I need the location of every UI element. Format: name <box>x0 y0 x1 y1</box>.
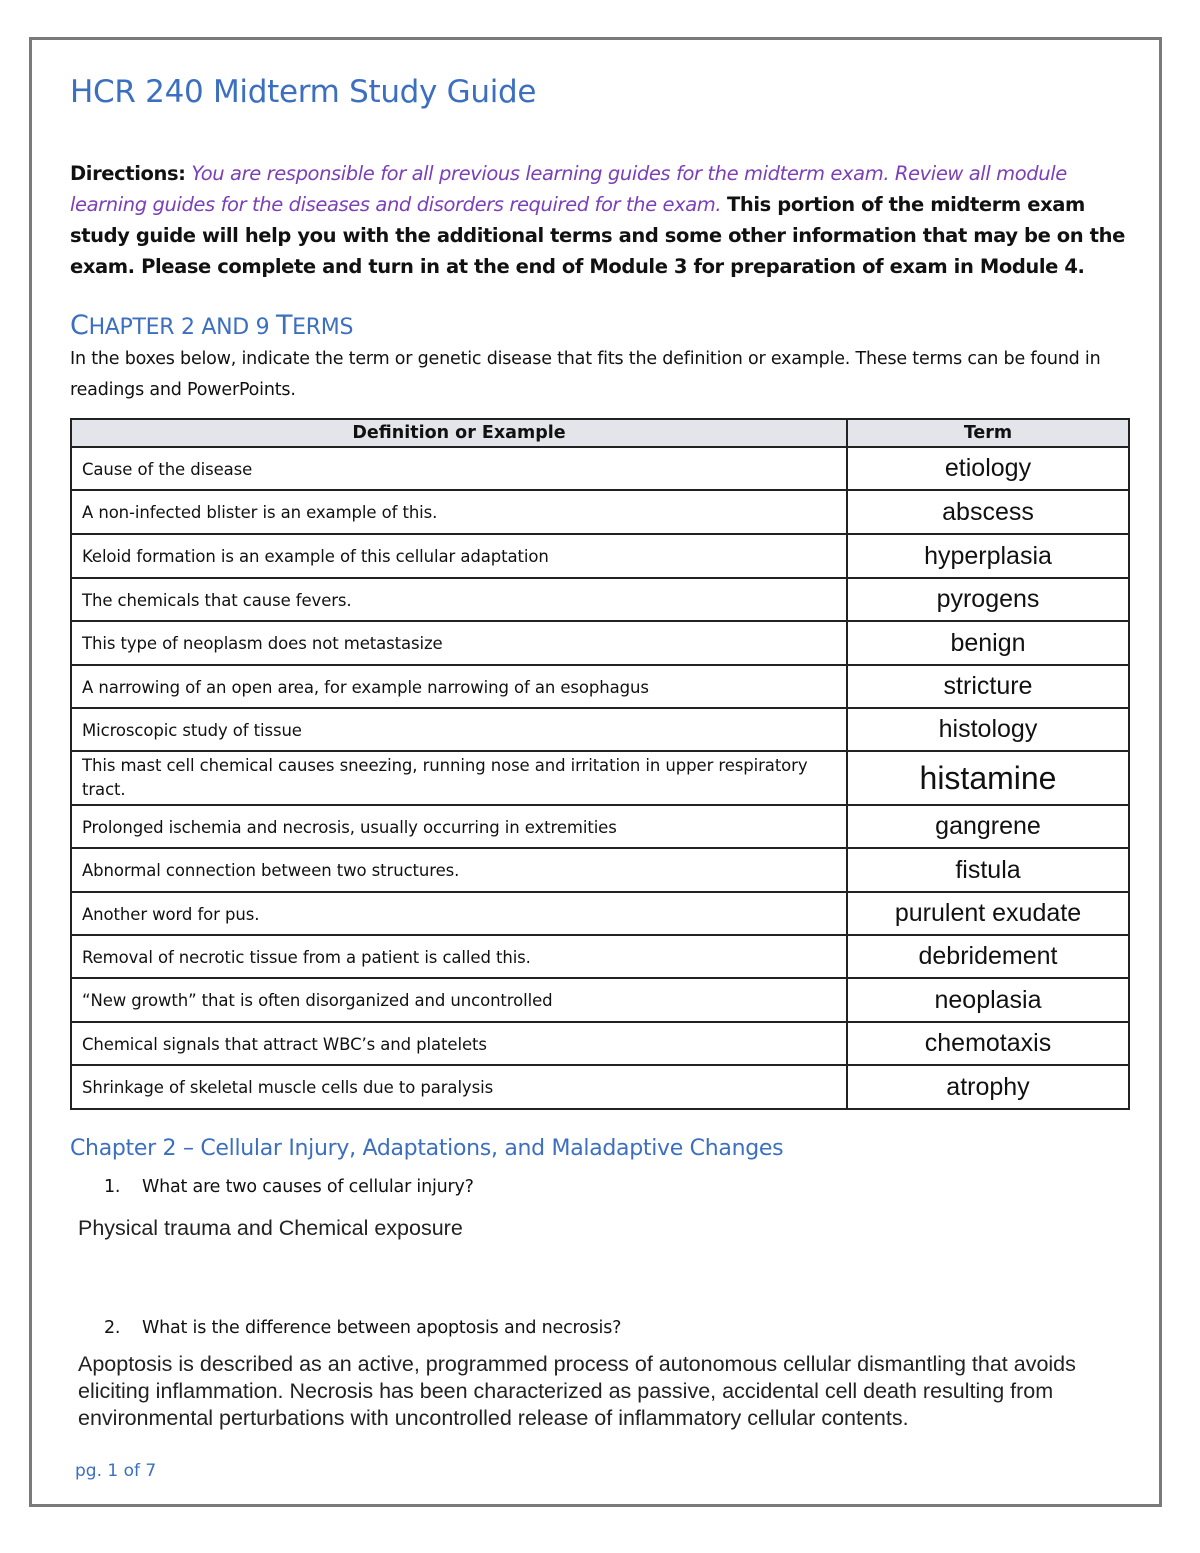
definition-cell: The chemicals that cause fevers. <box>71 578 847 621</box>
table-header-row <box>71 419 1129 447</box>
table-row <box>71 805 1129 848</box>
definition-cell: This mast cell chemical causes sneezing, running nose and irritation in upper respiratory tract. <box>71 751 847 805</box>
definition-cell: A narrowing of an open area, for example narrowing of an esophagus <box>71 665 847 708</box>
term-cell[interactable]: atrophy <box>847 1065 1129 1109</box>
question-text: What is the difference between apoptosis and necrosis? <box>142 1318 622 1338</box>
table-row <box>71 621 1129 665</box>
answer-1[interactable]: Physical trauma and Chemical exposure <box>78 1216 463 1240</box>
table-row <box>71 935 1129 978</box>
definition-cell: “New growth” that is often disorganized and uncontrolled <box>71 978 847 1022</box>
table-row <box>71 848 1129 892</box>
definition-cell: Prolonged ischemia and necrosis, usually occurring in extremities <box>71 805 847 848</box>
directions-paragraph <box>70 158 1130 282</box>
section-intro: In the boxes below, indicate the term or genetic disease that fits the definition or example. These terms can be found in readings and PowerPoints. <box>70 349 1101 400</box>
document-title: HCR 240 Midterm Study Guide <box>70 74 537 110</box>
table-row <box>71 1065 1129 1109</box>
term-cell[interactable]: fistula <box>847 848 1129 892</box>
definition-cell: Microscopic study of tissue <box>71 708 847 751</box>
header-term: Term <box>847 419 1129 447</box>
term-cell[interactable]: stricture <box>847 665 1129 708</box>
table-row <box>71 490 1129 534</box>
term-cell[interactable]: histology <box>847 708 1129 751</box>
definition-cell: Removal of necrotic tissue from a patient is called this. <box>71 935 847 978</box>
table-row <box>71 1022 1129 1065</box>
terms-table <box>70 418 1130 1110</box>
question-1 <box>104 1177 474 1197</box>
term-cell[interactable]: histamine <box>847 751 1129 805</box>
definition-cell: This type of neoplasm does not metastasize <box>71 621 847 665</box>
term-cell[interactable]: gangrene <box>847 805 1129 848</box>
question-number: 1. <box>104 1177 121 1197</box>
term-cell[interactable]: chemotaxis <box>847 1022 1129 1065</box>
question-number: 2. <box>104 1318 121 1338</box>
directions-label: Directions: <box>70 162 186 185</box>
directions-bold-text: This portion of the midterm exam study guide will help you with the additional terms and some other information that may be on the exam. Please complete and turn in at the end of Module 3 for preparation of exam in Module 4. <box>70 193 1125 278</box>
table-row <box>71 665 1129 708</box>
term-cell[interactable]: abscess <box>847 490 1129 534</box>
term-cell[interactable]: neoplasia <box>847 978 1129 1022</box>
definition-cell: Another word for pus. <box>71 892 847 935</box>
page-number: pg. 1 of 7 <box>75 1461 157 1481</box>
term-cell[interactable]: benign <box>847 621 1129 665</box>
question-text: What are two causes of cellular injury? <box>142 1177 474 1197</box>
definition-cell: Chemical signals that attract WBC’s and platelets <box>71 1022 847 1065</box>
header-definition: Definition or Example <box>71 419 847 447</box>
section-heading-terms: CHAPTER 2 AND 9 TERMS <box>70 310 354 341</box>
section-heading-chapter2: Chapter 2 – Cellular Injury, Adaptations, and Maladaptive Changes <box>70 1136 784 1161</box>
definition-cell: A non-infected blister is an example of this. <box>71 490 847 534</box>
definition-cell: Shrinkage of skeletal muscle cells due to paralysis <box>71 1065 847 1109</box>
term-cell[interactable]: debridement <box>847 935 1129 978</box>
table-row <box>71 978 1129 1022</box>
question-2 <box>104 1318 621 1338</box>
term-cell[interactable]: hyperplasia <box>847 534 1129 578</box>
table-row <box>71 447 1129 490</box>
term-cell[interactable]: purulent exudate <box>847 892 1129 935</box>
definition-cell: Abnormal connection between two structures. <box>71 848 847 892</box>
table-row <box>71 892 1129 935</box>
answer-2[interactable]: Apoptosis is described as an active, programmed process of autonomous cellular dismantling that avoids eliciting inflammation. Necrosis has been characterized as passive, accidental cell death resulting from environmental perturbations with uncontrolled release of inflammatory cellular contents. <box>78 1352 1076 1430</box>
table-row <box>71 534 1129 578</box>
table-row <box>71 578 1129 621</box>
term-cell[interactable]: pyrogens <box>847 578 1129 621</box>
table-row <box>71 708 1129 751</box>
term-cell[interactable]: etiology <box>847 447 1129 490</box>
definition-cell: Keloid formation is an example of this cellular adaptation <box>71 534 847 578</box>
directions-italic-text: You are responsible for all previous learning guides for the midterm exam. Review all module learning guides for the diseases and disorders required for the exam. <box>70 162 1067 216</box>
table-row <box>71 751 1129 805</box>
definition-cell: Cause of the disease <box>71 447 847 490</box>
